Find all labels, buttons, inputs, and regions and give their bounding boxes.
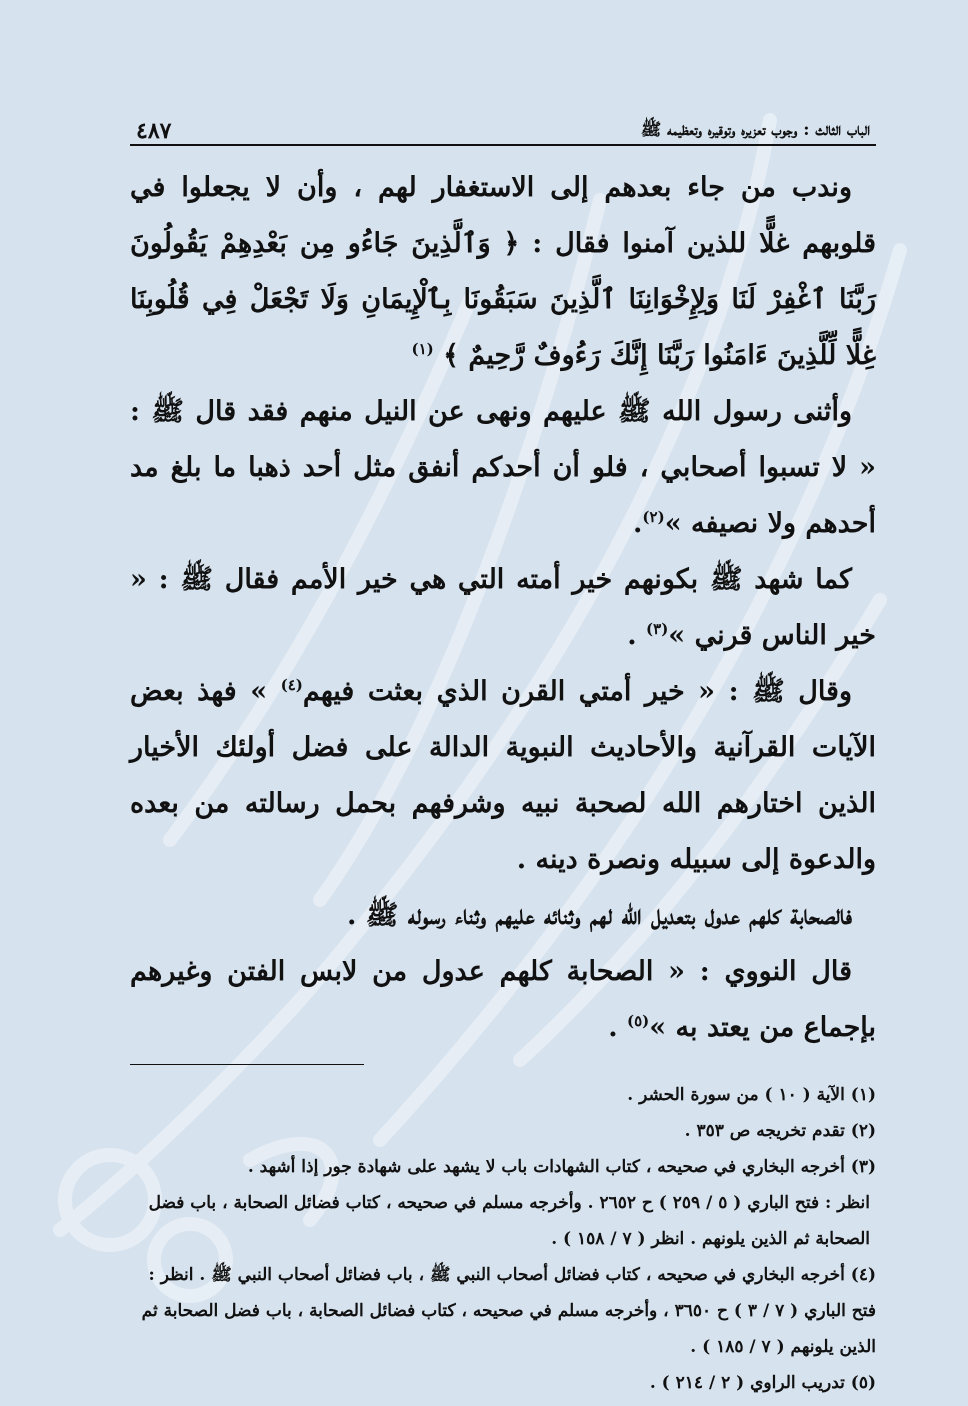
footnote-ref[interactable]: (٢) <box>642 508 665 526</box>
footnote: (٣) أخرجه البخاري في صحيحه ، كتاب الشهادات باب لا يشهد على شهادة جور إذا أشهد . <box>247 1157 876 1177</box>
footnote-ref[interactable]: (٤) <box>280 676 303 694</box>
footnote-ref[interactable]: (٥) <box>627 1012 650 1030</box>
footnote: (٢) تقدم تخريجه ص ٣٥٣ . <box>684 1121 876 1141</box>
footnote-ref[interactable]: (١) <box>411 340 434 358</box>
running-header <box>130 108 876 146</box>
paragraph: وقال ﷺ : « خير أمتي القرن الذي بعثت فيهم$^{(٤)}$ » فهذ بعض الآيات القرآنية والأحاديث النبوية الدالة على فضل أولئك الأخيار الذين اختارهم الله لصحبة نبيه وشرفهم بحمل رسالته من بعده والدعوة إلى سبيله ونصرة دينه . <box>130 676 876 875</box>
footnote: (٤) أخرجه البخاري في صحيحه ، كتاب فضائل أصحاب النبي ﷺ ، باب فضائل أصحاب النبي ﷺ . انظر : فتح الباري ( ٧ / ٣ ) ح ٣٦٥٠ ، وأخرجه مسلم في صحيحه ، كتاب فضائل الصحابة ، باب فضل الصحابة ثم الذين يلونهم ( ٧ / ١٨٥ ) . <box>141 1265 876 1357</box>
footnote-divider <box>130 1064 364 1065</box>
chapter-title: الباب الثالث : وجوب تعزيره وتوقيره وتعظيمه ﷺ <box>640 120 870 140</box>
footnote-continuation: انظر : فتح الباري ( ٥ / ٢٥٩ ) ح ٢٦٥٢ . وأخرجه مسلم في صحيحه ، كتاب فضائل الصحابة ، باب فضل الصحابة ثم الذين يلونهم . انظر ( ٧ / ١٥٨ ) . <box>148 1193 870 1249</box>
paragraph: قال النووي : « الصحابة كلهم عدول من لابس الفتن وغيرهم بإجماع من يعتد به »$^{(٥)}$ . <box>130 956 876 1043</box>
footnote: (٥) تدريب الراوي ( ٢ / ٢١٤ ) . <box>649 1373 876 1393</box>
footnote: (١) الآية ( ١٠ ) من سورة الحشر . <box>627 1085 876 1105</box>
paragraph: وندب من جاء بعدهم إلى الاستغفار لهم ، وأن لا يجعلوا في قلوبهم غلًّا للذين آمنوا فقال : ﴿ وَٱلَّذِينَ جَاءُو مِن بَعْدِهِمْ يَقُولُونَ رَبَّنَا ٱغْفِرْ لَنَا وَلِإِخْوَانِنَا ٱلَّذِينَ سَبَقُونَا بِٱلْإِيمَانِ وَلَا تَجْعَلْ فِي قُلُوبِنَا غِلًّا لِّلَّذِينَ ءَامَنُوا رَبَّنَا إِنَّكَ رَءُوفٌ رَّحِيمٌ ﴾ $^{(١)}$ <box>130 172 876 371</box>
main-text <box>130 160 876 1056</box>
paragraph: وأثنى رسول الله ﷺ عليهم ونهى عن النيل منهم فقد قال ﷺ : « لا تسبوا أصحابي ، فلو أن أحدكم أنفق مثل أحد ذهبا ما بلغ مد أحدهم ولا نصيفه »$^{(٢)}$. <box>130 396 876 539</box>
footnotes <box>130 1077 876 1401</box>
paragraph: فالصحابة كلهم عدول بتعديل الله لهم وثنائه عليهم وثناء رسوله ﷺ . <box>347 900 852 931</box>
footnote-ref[interactable]: (٣) <box>646 620 669 638</box>
book-page <box>130 108 876 1401</box>
paragraph: كما شهد ﷺ بكونهم خير أمته التي هي خير الأمم فقال ﷺ : « خير الناس قرني »$^{(٣)}$ . <box>130 564 876 651</box>
page-number: ٤٨٧ <box>136 118 172 144</box>
